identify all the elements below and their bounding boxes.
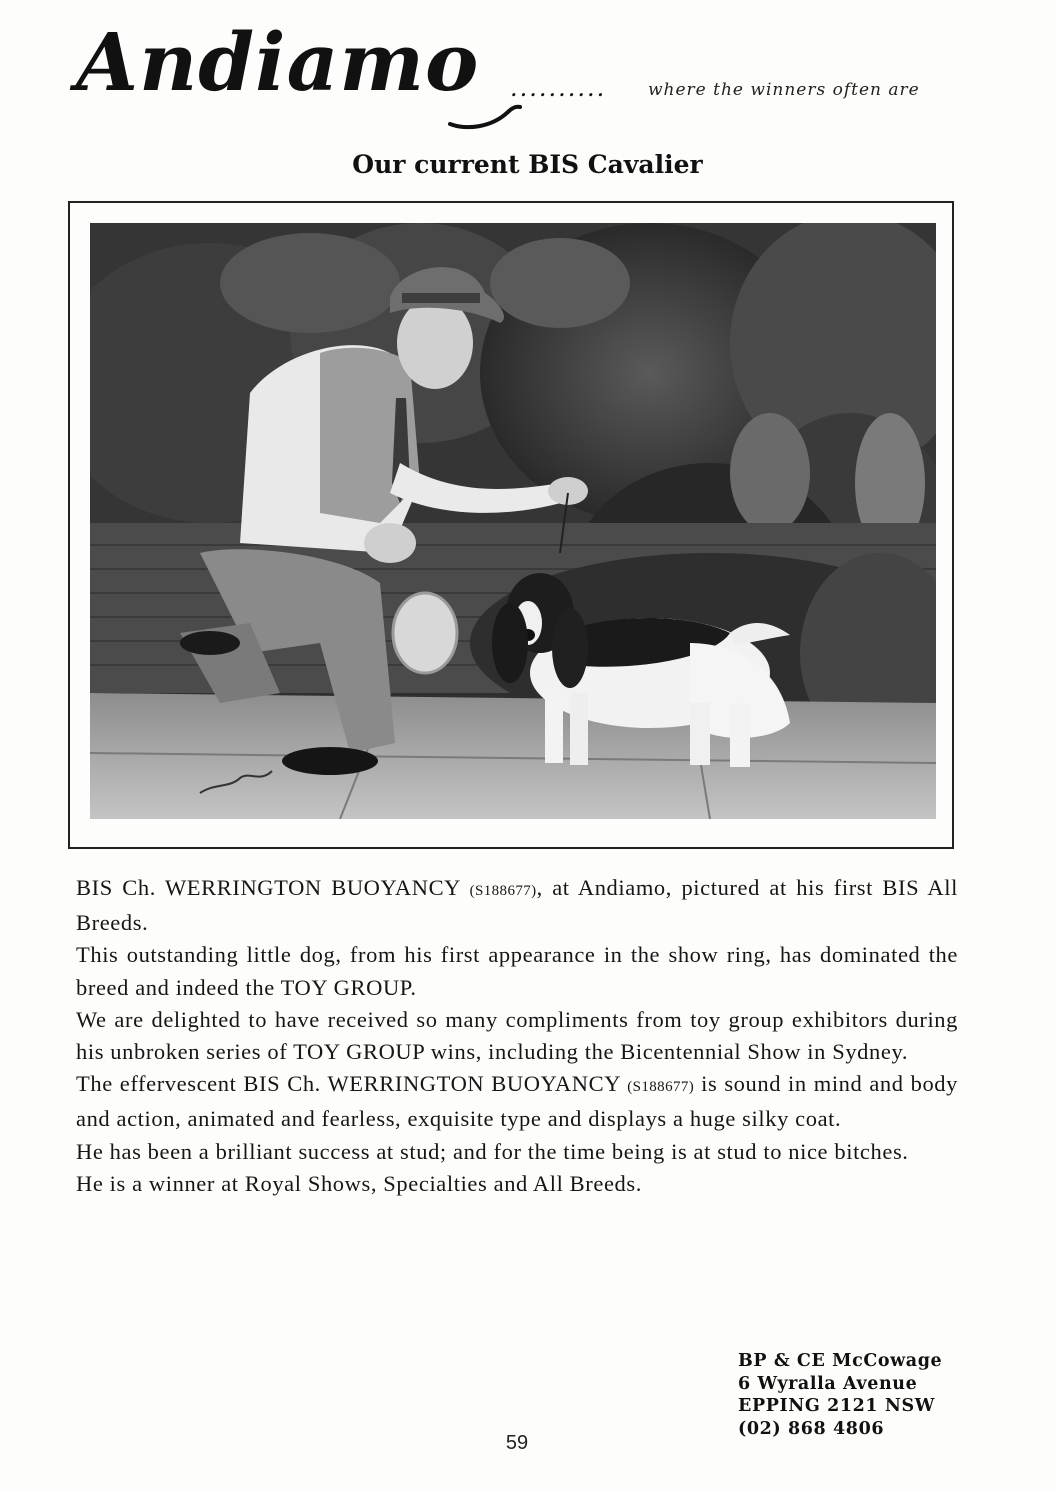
photo-icon	[90, 223, 936, 819]
paragraph-4-rest: is sound in mind and body and action, animated and fearless, exquisite type and displays a huge silky coat.	[76, 1071, 959, 1132]
street-address: 6 Wyralla Avenue	[738, 1373, 918, 1394]
brand-tagline: where the winners often are	[648, 80, 920, 100]
paragraph-5: He has been a brilliant success at stud; and for the time being is at stud to nice bitches.	[76, 1138, 909, 1164]
brand-name: Andiamo	[76, 15, 480, 109]
paragraph-4	[76, 1068, 958, 1135]
photo-frame	[68, 201, 954, 849]
owner-names: BP & CE McCowage	[738, 1351, 943, 1371]
paragraph-4-lead: The effervescent BIS Ch. WERRINGTON BUOYANCY	[76, 1071, 621, 1097]
paragraph-1	[76, 872, 958, 939]
page-subtitle: Our current BIS Cavalier	[352, 150, 703, 179]
contact-address	[738, 1350, 942, 1440]
paragraph-3: We are delighted to have received so many compliments from toy group exhibitors during his unbroken series of TOY GROUP wins, including the Bicentennial Show in Sydney.	[76, 1006, 958, 1065]
paragraph-2: This outstanding little dog, from his first appearance in the show ring, has dominated the breed and indeed the TOY GROUP.	[76, 942, 958, 1000]
phone-number: (02) 868 4806	[738, 1418, 885, 1439]
dog-name: BIS Ch. WERRINGTON BUOYANCY	[76, 875, 461, 900]
article-body	[76, 872, 958, 1200]
suburb-postcode: EPPING 2121 NSW	[738, 1396, 935, 1416]
brand-swash-icon	[446, 100, 526, 130]
page-number: 59	[505, 1432, 529, 1454]
registration-number: (S188677)	[469, 883, 537, 899]
paragraph-1-rest: , at Andiamo, pictured at his first BIS All Breeds.	[76, 875, 958, 936]
paragraph-6: He is a winner at Royal Shows, Specialties and All Breeds.	[76, 1170, 642, 1196]
masthead	[76, 15, 976, 132]
brand-leader-dots: ..........	[510, 74, 607, 102]
registration-number: (S188677)	[627, 1079, 695, 1096]
